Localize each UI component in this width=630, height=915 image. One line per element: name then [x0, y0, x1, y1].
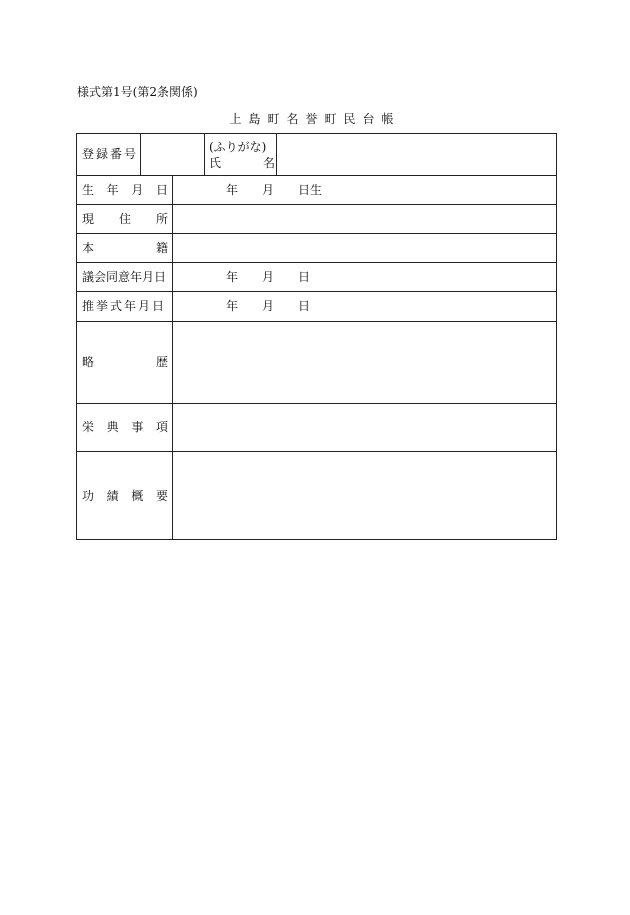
birth-label-char-2: 年 — [106, 183, 119, 197]
birth-date-label — [82, 183, 168, 197]
merits-label-char-2: 績 — [106, 489, 119, 503]
name-label: 氏 名 — [209, 156, 282, 170]
career-label-char-2: 歴 — [155, 355, 168, 369]
honors-label — [82, 420, 168, 434]
career-label-char-1: 略 — [82, 355, 95, 369]
consent-date-label: 議会同意年月日 — [82, 270, 167, 284]
merits-label-char-3: 概 — [131, 489, 144, 503]
merits-label — [82, 489, 168, 503]
label-column-divider — [172, 175, 173, 540]
address-label-char-1: 現 — [82, 212, 95, 226]
register-value-divider — [204, 133, 205, 175]
honors-label-char-3: 事 — [131, 420, 144, 434]
row-divider-4 — [76, 262, 557, 263]
row-divider-8 — [76, 451, 557, 452]
ledger-title: 上島町名誉町民台帳 — [229, 112, 401, 126]
row-divider-7 — [76, 403, 557, 404]
honors-label-char-2: 典 — [106, 420, 119, 434]
furigana-label: (ふりがな) — [209, 140, 267, 154]
recommend-date-value[interactable]: 年 月 日 — [226, 299, 311, 313]
career-label — [82, 355, 168, 369]
merits-label-char-4: 要 — [155, 489, 168, 503]
table-border-bottom — [76, 539, 557, 540]
merits-label-char-1: 功 — [82, 489, 95, 503]
row-divider-2 — [76, 204, 557, 205]
birth-label-char-1: 生 — [82, 183, 95, 197]
domicile-label-char-2: 籍 — [155, 241, 168, 255]
table-border-right — [556, 133, 557, 540]
honors-label-char-4: 項 — [155, 420, 168, 434]
birth-label-char-3: 月 — [131, 183, 144, 197]
row-divider-6 — [76, 321, 557, 322]
row-divider-5 — [76, 291, 557, 292]
table-border-top — [76, 133, 557, 134]
birth-label-char-4: 日 — [155, 183, 168, 197]
domicile-label — [82, 241, 168, 255]
row-divider-1 — [76, 175, 557, 176]
table-border-left — [76, 133, 77, 540]
address-label-char-3: 所 — [155, 212, 168, 226]
register-number-label: 登録番号 — [82, 147, 139, 161]
consent-date-value[interactable]: 年 月 日 — [226, 270, 311, 284]
address-label-char-2: 住 — [118, 212, 131, 226]
address-label — [82, 212, 168, 226]
honors-label-char-1: 栄 — [82, 420, 95, 434]
register-number-divider — [140, 133, 141, 175]
form-number-label: 様式第1号(第2条関係) — [77, 85, 198, 99]
row-divider-3 — [76, 233, 557, 234]
birth-date-value[interactable]: 年 月 日生 — [226, 183, 323, 197]
recommend-date-label: 推挙式年月日 — [82, 299, 167, 313]
domicile-label-char-1: 本 — [82, 241, 95, 255]
